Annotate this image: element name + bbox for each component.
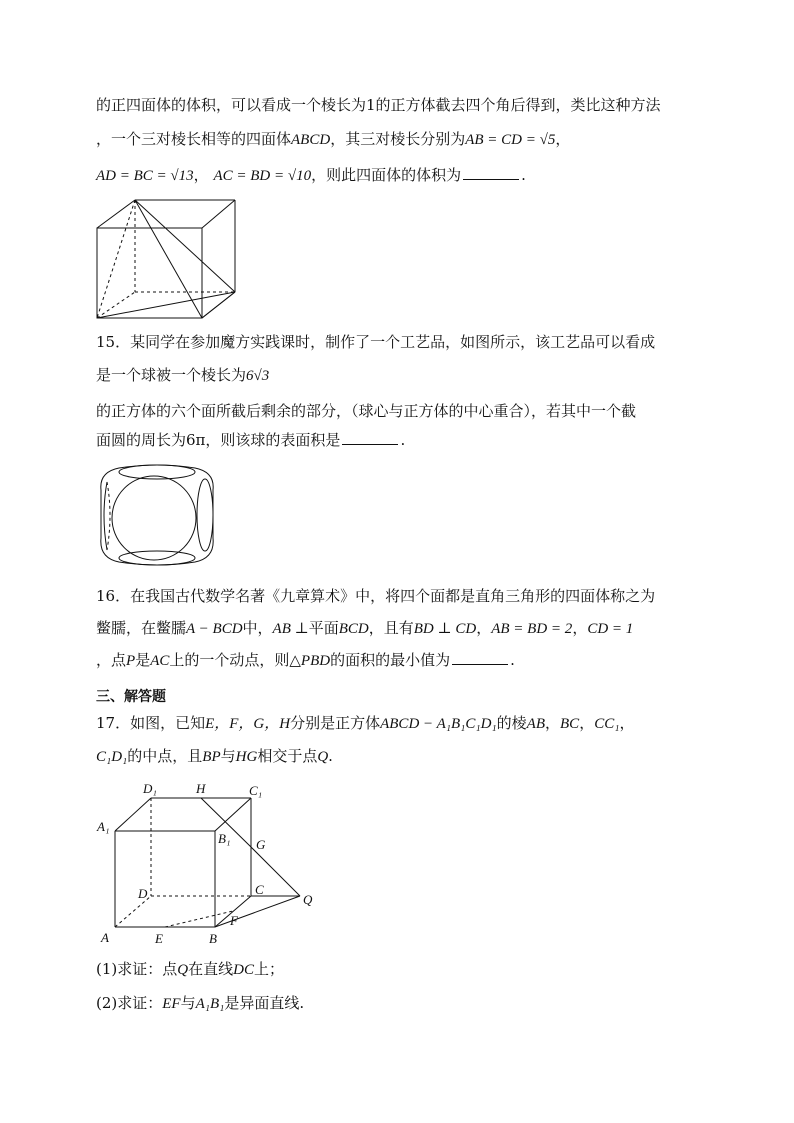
q16-line1: 16．在我国古代数学名著《九章算术》中，将四个面都是直角三角形的四面体称之为 — [96, 587, 656, 605]
q17-part2: (2)求证：EF与A₁B₁是异面直线. — [96, 994, 305, 1012]
q16-line2: 鳖臑，在鳖臑A − BCD中，AB ⊥平面BCD，且有BD ⊥ CD，AB = BD = 2，CD = 1 — [96, 619, 634, 637]
q17-line2: C₁D₁的中点，且BP与HG相交于点Q. — [96, 747, 333, 765]
q15-sphere-figure — [97, 460, 217, 568]
q15-line2: 是一个球被一个棱长为6√3 — [96, 366, 270, 384]
q17-part1: (1)求证：点Q在直线DC上； — [96, 960, 284, 978]
q15-line3: 的正方体的六个面所截后剩余的部分，（球心与正方体的中心重合），若其中一个截 — [96, 402, 637, 420]
q14-line3: AD = BC = √13， AC = BD = √10，则此四面体的体积为 . — [96, 166, 526, 184]
label-D: D — [138, 886, 148, 901]
label-G: G — [256, 837, 266, 852]
q14-line2: ，一个三对棱长相等的四面体ABCD，其三对棱长分别为AB = CD = √5， — [96, 130, 571, 148]
q16-line3: ，点P是AC上的一个动点，则△PBD的面积的最小值为 . — [96, 651, 515, 669]
label-A1: A₁ — [97, 819, 110, 834]
label-H: H — [196, 781, 206, 796]
answer-blank-q15[interactable] — [342, 430, 398, 445]
label-C: C — [255, 882, 264, 897]
label-B1: B₁ — [218, 831, 231, 846]
q14-line1: 的正四面体的体积，可以看成一个棱长为1的正方体截去四个角后得到，类比这种方法 — [96, 96, 661, 114]
label-D1: D₁ — [143, 781, 157, 796]
q15-line4: 面圆的周长为6π，则该球的表面积是 . — [96, 431, 406, 449]
answer-blank-q16[interactable] — [452, 650, 508, 665]
answer-blank-q14[interactable] — [463, 165, 519, 180]
label-B: B — [209, 931, 217, 946]
label-C1: C₁ — [249, 783, 263, 798]
label-A: A — [101, 930, 109, 945]
q14-cube-figure — [95, 198, 240, 323]
q15-line1: 15．某同学在参加魔方实践课时，制作了一个工艺品，如图所示，该工艺品可以看成 — [96, 333, 656, 351]
label-E: E — [155, 931, 163, 946]
label-F: F — [230, 913, 238, 928]
q17-line1: 17．如图，已知E，F，G，H分别是正方体ABCD − A₁B₁C₁D₁的棱AB，BC，CC₁， — [96, 714, 635, 732]
label-Q: Q — [303, 892, 313, 907]
q17-cube-figure — [95, 780, 330, 952]
section-heading: 三、解答题 — [96, 689, 166, 705]
